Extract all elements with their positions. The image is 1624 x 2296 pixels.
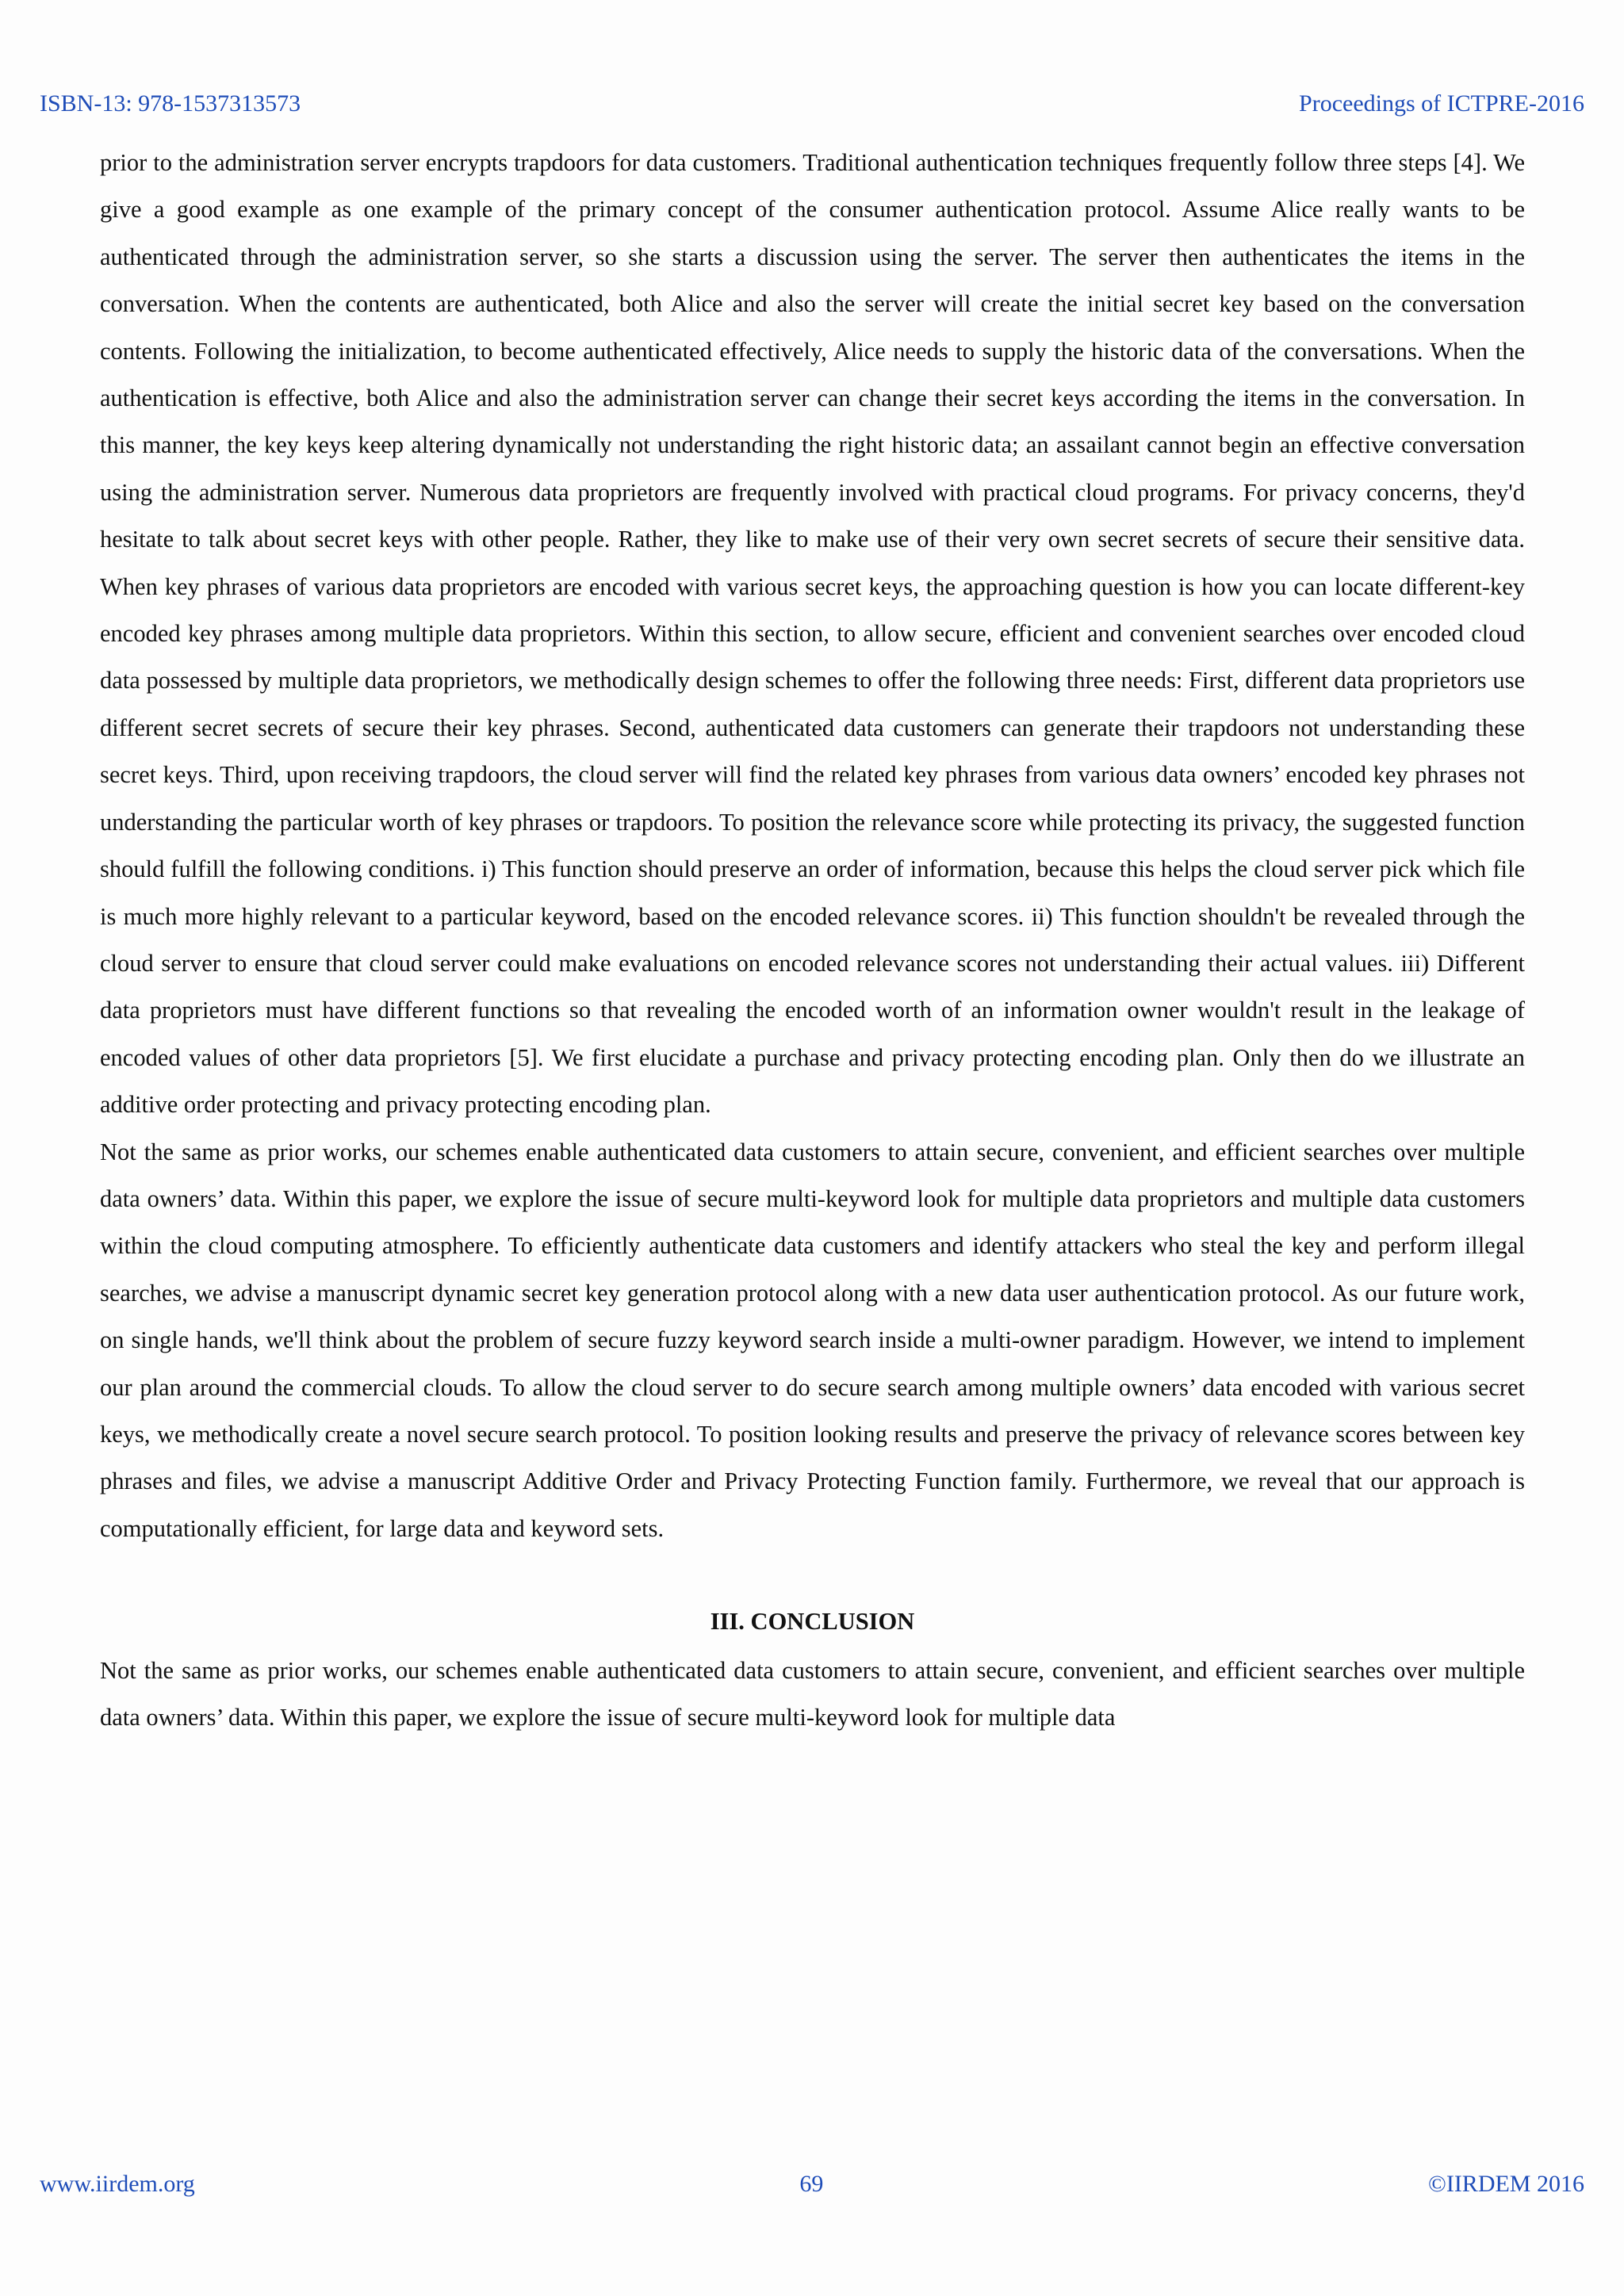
paragraph: prior to the administration server encrypts trapdoors for data customers. Traditional authentication techniques frequently follow three steps [4]. We give a good example as one example of the primary concept of the consumer authentication protocol. Assume Alice really wants to be authenticated through the administration server, so she starts a discussion using the server. The server then authenticates the items in the conversation. When the contents are authenticated, both Alice and also the server will create the initial secret key based on the conversation contents. Following the initialization, to become authenticated effectively, Alice needs to supply the historic data of the conversations. When the authentication is effective, both Alice and also the administration server can change their secret keys according the items in the conversation. In this manner, the key keys keep altering dynamically not understanding the right historic data; an assailant cannot begin an effective conversation using the administration server. Numerous data proprietors are frequently involved with practical cloud programs. For privacy concerns, they'd hesitate to talk about secret keys with other people. Rather, they like to make use of their very own secret secrets of secure their sensitive data. When key phrases of various data proprietors are encoded with various secret keys, the approaching question is how you can locate different-key encoded key phrases among multiple data proprietors. Within this section, to allow secure, efficient and convenient searches over encoded cloud data possessed by multiple data proprietors, we methodically design schemes to offer the following three needs: First, different data proprietors use different secret secrets of secure their key phrases. Second, authenticated data customers can generate their trapdoors not understanding these secret keys. Third, upon receiving trapdoors, the cloud server will find the related key phrases from various data owners’ encoded key phrases not understanding the particular worth of key phrases or trapdoors. To position the relevance score while protecting its privacy, the suggested function should fulfill the following conditions. i) This function should preserve an order of information, because this helps the cloud server pick which file is much more highly relevant to a particular keyword, based on the encoded relevance scores. ii) This function shouldn't be revealed through the cloud server to ensure that cloud server could make evaluations on encoded relevance scores not understanding their actual values. iii) Different data proprietors must have different functions so that revealing the encoded worth of an information owner wouldn't result in the leakage of encoded values of other data proprietors [5]. We first elucidate a purchase and privacy protecting encoding plan. Only then do we illustrate an additive order protecting and privacy protecting encoding plan. — [100, 149, 1525, 1119]
paragraph: Not the same as prior works, our schemes enable authenticated data customers to attain secure, convenient, and efficient searches over multiple data owners’ data. Within this paper, we explore the issue of secure multi-keyword look for multiple data proprietors and multiple data customers within the cloud computing atmosphere. To efficiently authenticate data customers and identify attackers who steal the key and perform illegal searches, we advise a manuscript dynamic secret key generation protocol along with a new data user authentication protocol. As our future work, on single hands, we'll think about the problem of secure fuzzy keyword search inside a multi-owner paradigm. However, we intend to implement our plan around the commercial clouds. To allow the cloud server to do secure search among multiple owners’ data encoded with various secret keys, we methodically create a novel secure search protocol. To position looking results and preserve the privacy of relevance scores between key phrases and files, we advise a manuscript Additive Order and Privacy Protecting Function family. Furthermore, we reveal that our approach is computationally efficient, for large data and keyword sets. — [100, 1138, 1525, 1542]
page-header — [40, 90, 1584, 117]
page-footer — [40, 2171, 1584, 2198]
body-text — [100, 140, 1525, 1741]
website-link[interactable]: www.iirdem.org — [40, 2171, 195, 2197]
page-number: 69 — [799, 2171, 824, 2197]
paragraph: Not the same as prior works, our schemes enable authenticated data customers to attain secure, convenient, and efficient searches over multiple data owners’ data. Within this paper, we explore the issue of secure multi-keyword look for multiple data — [100, 1656, 1525, 1731]
proceedings-label: Proceedings of ICTPRE-2016 — [1299, 90, 1584, 117]
section-heading: III. CONCLUSION — [710, 1608, 915, 1636]
isbn-label: ISBN-13: 978-1537313573 — [40, 90, 301, 117]
copyright-label: ©IIRDEM 2016 — [1428, 2171, 1584, 2197]
